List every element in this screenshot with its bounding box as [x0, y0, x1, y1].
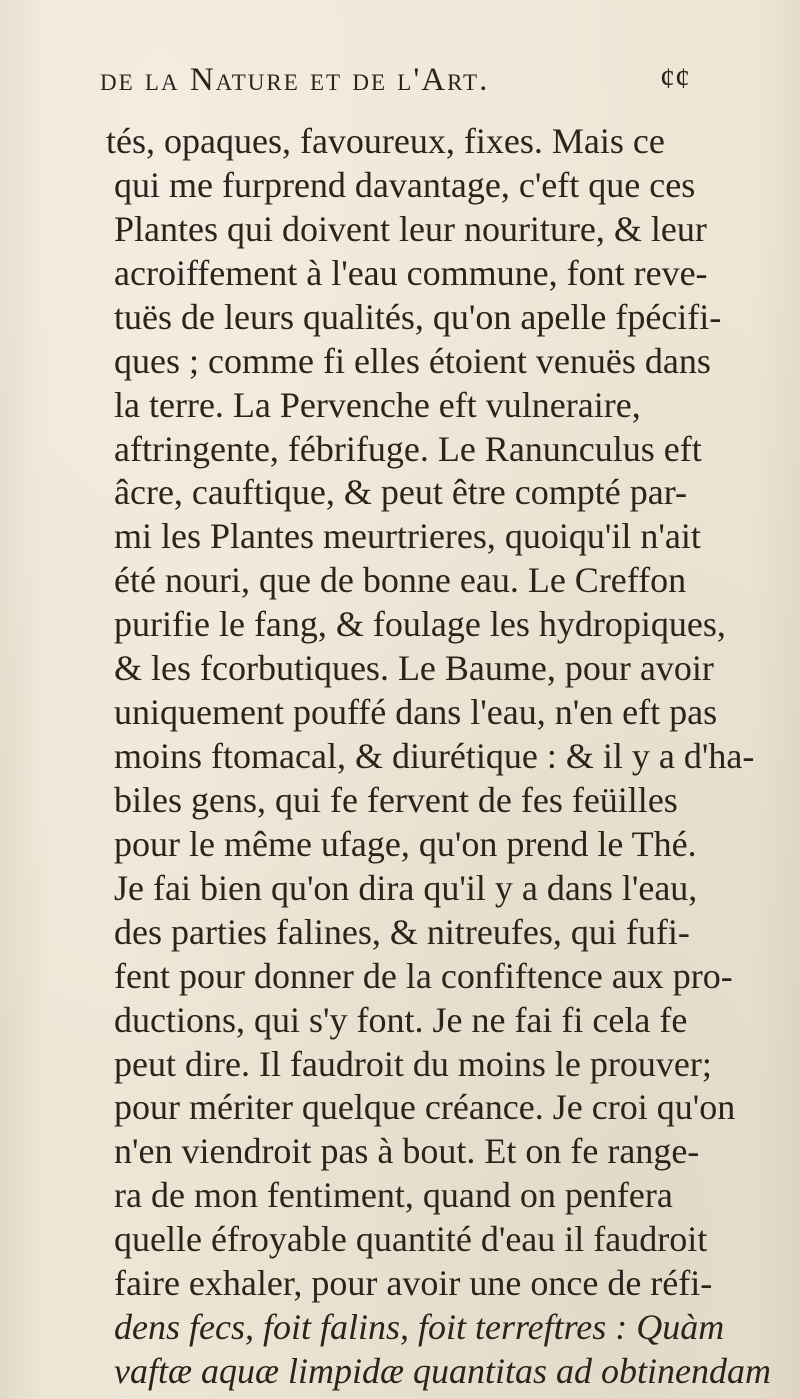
- text-line: ques ; comme fi elles étoient venuës dans: [114, 341, 711, 381]
- text-line: faire exhaler, pour avoir une once de réfi-: [114, 1263, 713, 1303]
- running-title: de la Nature et de l'Art.: [100, 62, 490, 98]
- text-line: uniquement pouffé dans l'eau, n'en eft pas: [114, 692, 718, 732]
- text-line: pour le même ufage, qu'on prend le Thé.: [114, 824, 697, 864]
- text-line: âcre, cauftique, & peut être compté par-: [114, 472, 687, 512]
- text-line: Plantes qui doivent leur nouriture, & leur: [114, 209, 707, 249]
- text-line: acroiffement à l'eau commune, font reve-: [114, 253, 708, 293]
- text-line: quelle éfroyable quantité d'eau il faudroit: [114, 1219, 708, 1259]
- text-line: qui me furprend davantage, c'eft que ces: [114, 165, 696, 205]
- text-line: peut dire. Il faudroit du moins le prouver;: [114, 1044, 712, 1084]
- text-line: fent pour donner de la confiftence aux pro-: [114, 956, 733, 996]
- text-line: aftringente, fébrifuge. Le Ranunculus eft: [114, 429, 702, 469]
- text-line: n'en viendroit pas à bout. Et on fe range-: [114, 1131, 700, 1171]
- text-line: des parties falines, & nitreufes, qui fufi-: [114, 912, 690, 952]
- text-line: vaftæ aquæ limpidæ quantitas ad obtinendam: [114, 1351, 772, 1391]
- text-line: dens fecs, foit falins, foit terreftres : Quàm: [114, 1307, 725, 1347]
- text-line: tuës de leurs qualités, qu'on apelle fpécifi-: [114, 297, 722, 337]
- page-header: [100, 62, 740, 106]
- text-line: ductions, qui s'y font. Je ne fai fi cela fe: [114, 1000, 688, 1040]
- text-line: moins ftomacal, & diurétique : & il y a d'ha-: [114, 736, 755, 776]
- text-line: Je fai bien qu'on dira qu'il y a dans l'eau,: [114, 868, 698, 908]
- text-line: ra de mon fentiment, quand on penfera: [114, 1175, 673, 1215]
- text-line: tés, opaques, favoureux, fixes. Mais ce: [106, 121, 665, 161]
- text-line: la terre. La Pervenche eft vulneraire,: [114, 385, 641, 425]
- text-line: été nouri, que de bonne eau. Le Creffon: [114, 560, 687, 600]
- text-line: & les fcorbutiques. Le Baume, pour avoir: [114, 648, 714, 688]
- text-line: biles gens, qui fe fervent de fes feüilles: [114, 780, 678, 820]
- text-line: mi les Plantes meurtrieres, quoiqu'il n'ait: [114, 516, 701, 556]
- text-line: pour mériter quelque créance. Je croi qu'on: [114, 1087, 736, 1127]
- text-line: purifie le fang, & foulage les hydropiques,: [114, 604, 726, 644]
- page-number: ¢¢: [660, 62, 690, 95]
